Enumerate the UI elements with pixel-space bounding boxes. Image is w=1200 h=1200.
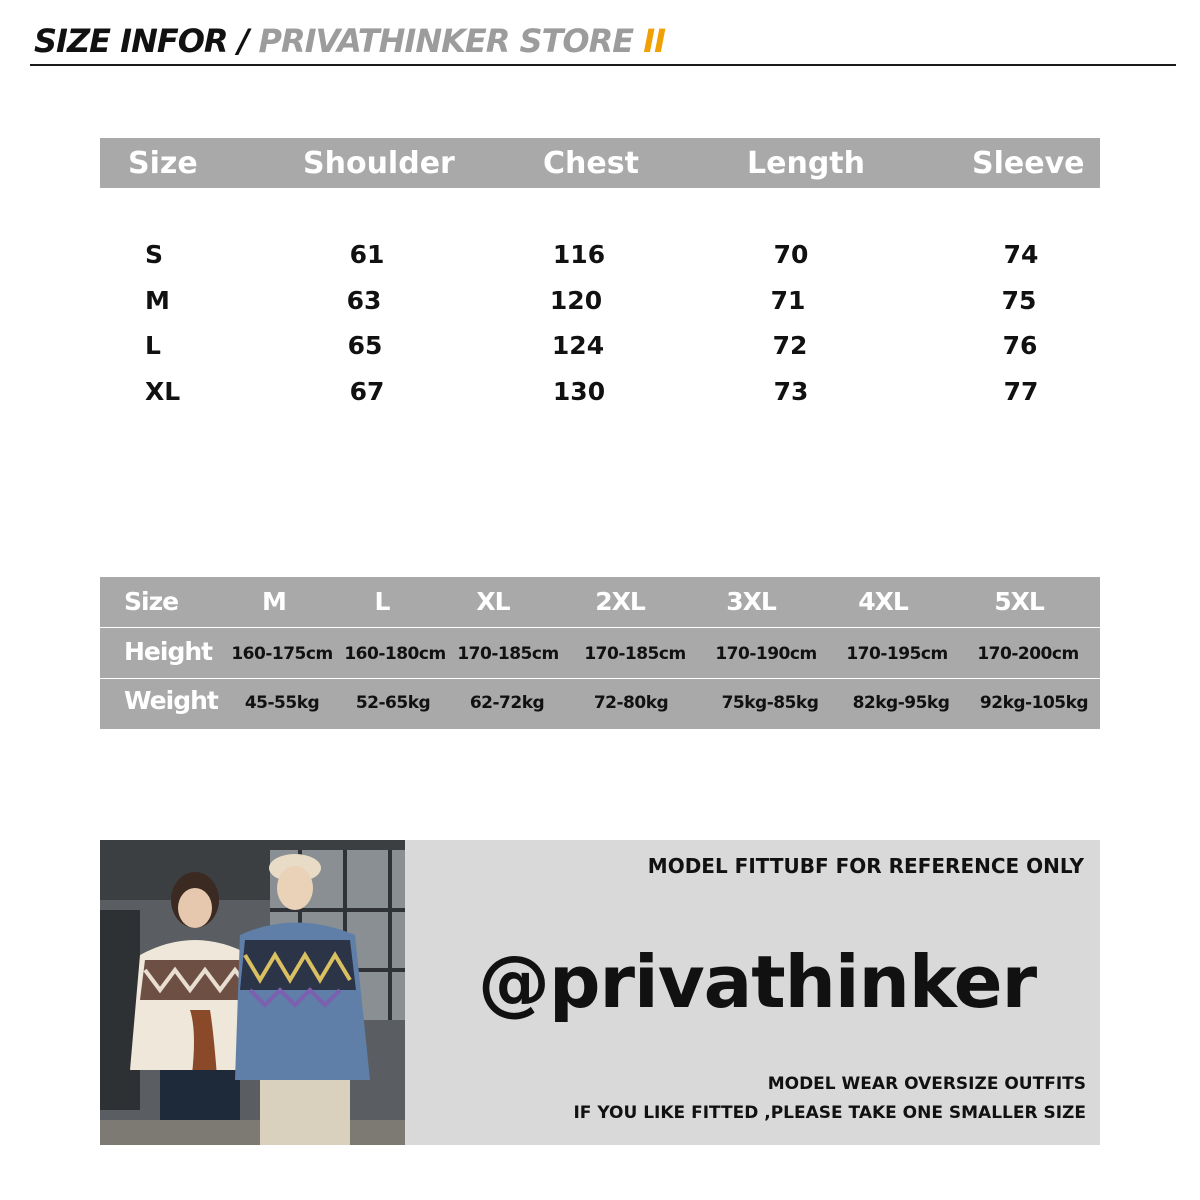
store-handle: @privathinker	[478, 940, 1037, 1024]
col-size: Size	[128, 146, 198, 181]
oversize-note: MODEL WEAR OVERSIZE OUTFITS	[767, 1074, 1086, 1094]
cell-sleeve: 75	[1001, 286, 1037, 315]
fit-size-xl: XL	[476, 587, 510, 616]
header-mark: II	[643, 22, 666, 60]
fit-size-3xl: 3XL	[726, 587, 776, 616]
cell-length: 70	[773, 240, 809, 269]
cell-size: L	[145, 331, 161, 360]
cell-length: 72	[772, 331, 808, 360]
header-title: SIZE INFOR	[34, 22, 228, 60]
height-cell: 170-200cm	[977, 644, 1079, 664]
size-table-header	[100, 138, 1100, 188]
header-separator: /	[237, 22, 249, 60]
fit-size-l: L	[374, 587, 390, 616]
cell-chest: 120	[549, 286, 603, 315]
fit-size-m: M	[262, 587, 286, 616]
col-chest: Chest	[543, 146, 639, 181]
height-cell: 170-185cm	[584, 644, 686, 664]
fit-table-weight-row	[100, 678, 1100, 730]
model-photo	[100, 840, 405, 1145]
weight-cell: 75kg-85kg	[721, 693, 819, 713]
weight-cell: 82kg-95kg	[852, 693, 950, 713]
cell-shoulder: 67	[349, 377, 385, 406]
row-label-height: Height	[124, 637, 213, 666]
col-length: Length	[747, 146, 865, 181]
col-sleeve: Sleeve	[972, 146, 1085, 181]
cell-sleeve: 74	[1003, 240, 1039, 269]
fit-table	[100, 577, 1100, 729]
height-cell: 160-175cm	[231, 644, 333, 664]
cell-length: 71	[770, 286, 806, 315]
fit-table-height-row	[100, 627, 1100, 678]
row-label-weight: Weight	[124, 686, 218, 715]
weight-cell: 92kg-105kg	[979, 693, 1089, 713]
cell-sleeve: 77	[1003, 377, 1039, 406]
header-store-name: PRIVATHINKER STORE	[258, 22, 634, 60]
row-label-size: Size	[124, 587, 179, 616]
fit-size-4xl: 4XL	[858, 587, 908, 616]
reference-note: MODEL FITTUBF FOR REFERENCE ONLY	[647, 854, 1084, 878]
page-header	[30, 22, 1176, 66]
sizing-advice-note: IF YOU LIKE FITTED ,PLEASE TAKE ONE SMALLER SIZE	[573, 1103, 1086, 1123]
fit-size-2xl: 2XL	[595, 587, 645, 616]
cell-chest: 116	[552, 240, 606, 269]
model-panel	[100, 840, 1100, 1145]
weight-cell: 72-80kg	[593, 693, 669, 713]
cell-length: 73	[773, 377, 809, 406]
height-cell: 170-185cm	[457, 644, 559, 664]
weight-cell: 45-55kg	[244, 693, 320, 713]
height-cell: 170-195cm	[846, 644, 948, 664]
cell-shoulder: 65	[347, 331, 383, 360]
model-photo-illustration	[100, 840, 405, 1145]
weight-cell: 52-65kg	[355, 693, 431, 713]
cell-shoulder: 61	[349, 240, 385, 269]
cell-sleeve: 76	[1002, 331, 1038, 360]
height-cell: 170-190cm	[715, 644, 817, 664]
fit-table-size-row	[100, 577, 1100, 627]
cell-shoulder: 63	[346, 286, 382, 315]
cell-size: XL	[145, 377, 181, 406]
cell-chest: 124	[551, 331, 605, 360]
cell-size: M	[145, 286, 170, 315]
header-title-line	[34, 22, 665, 60]
cell-size: S	[145, 240, 164, 269]
col-shoulder: Shoulder	[303, 146, 455, 181]
weight-cell: 62-72kg	[469, 693, 545, 713]
fit-size-5xl: 5XL	[994, 587, 1044, 616]
height-cell: 160-180cm	[344, 644, 446, 664]
cell-chest: 130	[552, 377, 606, 406]
